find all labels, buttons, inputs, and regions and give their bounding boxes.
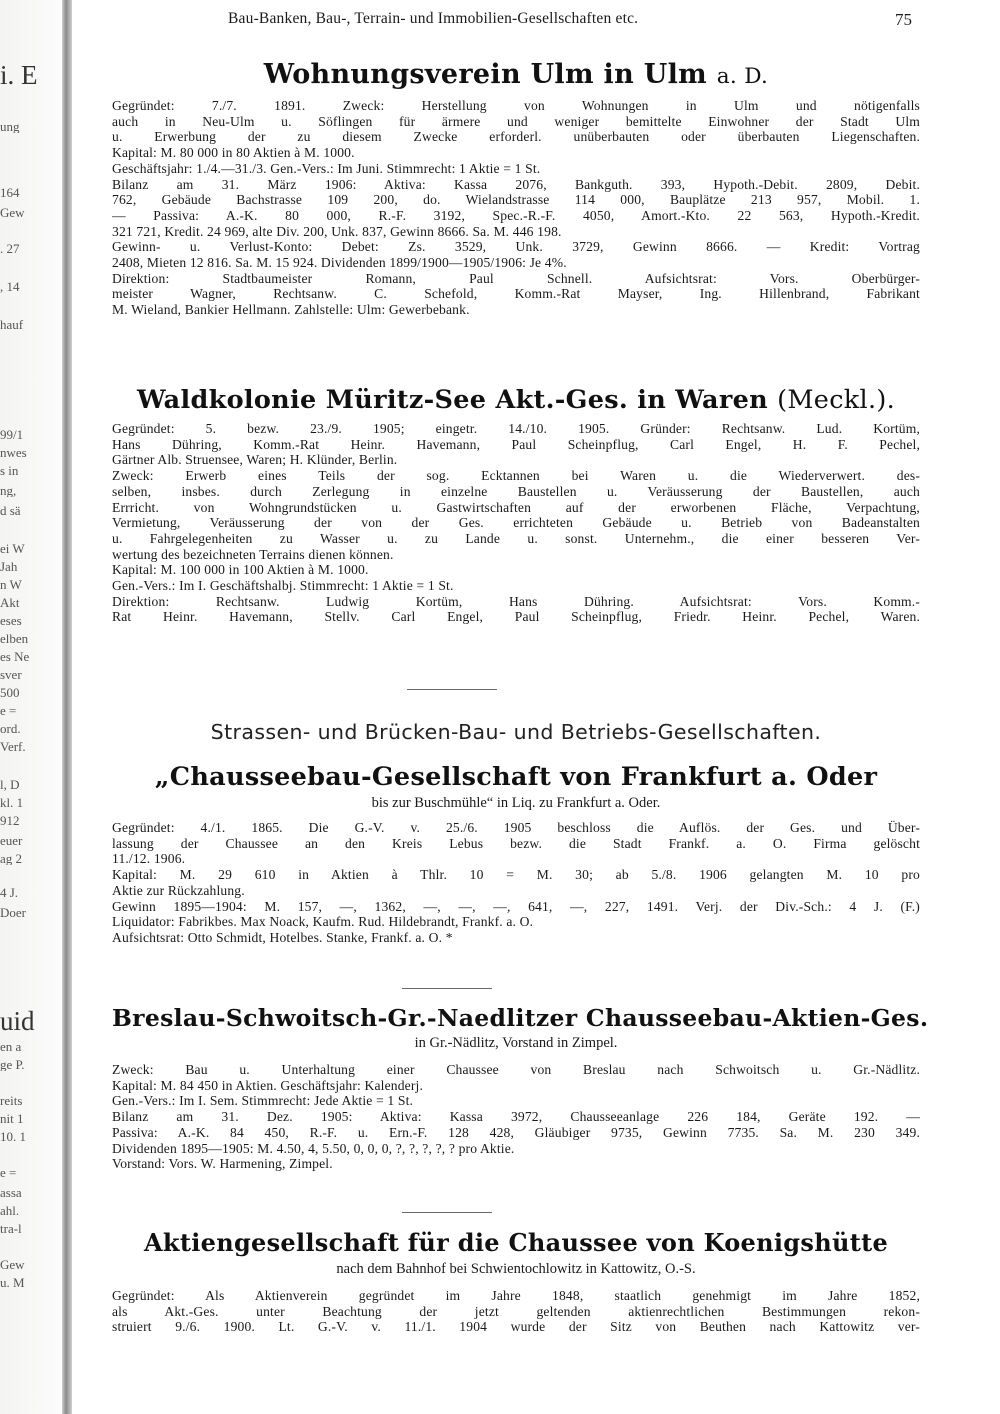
facing-page-fragment: nwes xyxy=(0,446,27,459)
entry-line: Kapital: M. 29 610 in Aktien à Thlr. 10 = M. 30; ab 5./8. 1906 gelangten M. 10 pro xyxy=(112,867,920,883)
entry-line: Gewinn 1895—1904: M. 157, —, 1362, —, —, —, 641, —, 227, 1491. Verj. der Div.-Sch.: 4 J. (F.) xyxy=(112,898,920,914)
entry-line: struiert 9./6. 1900. Lt. G.-V. v. 11./1. 1904 wurde der Sitz von Beuthen nach Kattowitz ver- xyxy=(112,1319,920,1335)
entry-line: Dividenden 1895—1905: M. 4.50, 4, 5.50, 0, 0, 0, ?, ?, ?, ?, ? pro Aktie. xyxy=(112,1140,515,1156)
facing-page-fragment: . 27 xyxy=(0,242,20,255)
facing-page-fragment: d sä xyxy=(0,504,21,517)
facing-page-fragment: , 14 xyxy=(0,280,20,293)
entry-line: Kapital: M. 100 000 in 100 Aktien à M. 1000. xyxy=(112,562,369,578)
page-number: 75 xyxy=(895,10,912,29)
running-head xyxy=(112,10,920,36)
facing-page-fragment: e = xyxy=(0,704,17,717)
entry-line: Gärtner Alb. Struensee, Waren; H. Klünder, Berlin. xyxy=(112,452,398,468)
facing-page-fragment: 500 xyxy=(0,686,20,699)
facing-page-fragment: ge P. xyxy=(0,1058,25,1071)
entry-line: Gegründet: 4./1. 1865. Die G.-V. v. 25./6. 1905 beschloss die Auflös. der Ges. und Über- xyxy=(112,820,920,835)
facing-page-fragment: reits xyxy=(0,1094,23,1107)
binding-gutter xyxy=(62,0,72,1414)
facing-page-fragment: Doer xyxy=(0,906,26,919)
facing-page-fragment: 4 J. xyxy=(0,886,19,899)
entry-line: wertung des bezeichneten Terrains dienen können. xyxy=(112,546,394,562)
facing-page-fragment: s in xyxy=(0,464,19,477)
entry-subtitle: nach dem Bahnhof bei Schwientochlowitz in Kattowitz, O.-S. xyxy=(336,1261,696,1277)
section-heading: Strassen- und Brücken-Bau- und Betriebs-Gesellschaften. xyxy=(210,720,822,744)
entry-line: Gegründet: 7./7. 1891. Zweck: Herstellung von Wohnungen in Ulm und nötigenfalls xyxy=(112,98,920,113)
facing-page-fragment: es Ne xyxy=(0,650,30,663)
entry-line: Vermietung, Veräusserung der von der Ges. errichteten Gebäude u. Betrieb von Badeanstalten xyxy=(112,515,920,531)
facing-page-fragment: eses xyxy=(0,614,22,627)
facing-page-fragment: ahl. xyxy=(0,1204,20,1217)
entry-line: Aufsichtsrat: Otto Schmidt, Hotelbes. Stanke, Frankf. a. O. * xyxy=(112,929,453,945)
entry-title-text: Wohnungsverein Ulm in Ulm xyxy=(263,59,707,90)
entry-line: Direktion: Stadtbaumeister Romann, Paul Schnell. Aufsichtsrat: Vors. Oberbürger- xyxy=(112,270,920,286)
facing-page-fragment: sver xyxy=(0,668,22,681)
facing-page-fragment: nit 1 xyxy=(0,1112,24,1125)
facing-page-fragment: Gew xyxy=(0,1258,25,1271)
entry-title-suffix: (Meckl.). xyxy=(777,385,896,415)
entry-title: Aktiengesellschaft für die Chaussee von Koenigshütte xyxy=(143,1228,889,1257)
entry-title: „Chausseebau-Gesellschaft von Frankfurt a. Oder xyxy=(154,762,878,792)
facing-page-fragment: 10. 1 xyxy=(0,1130,26,1143)
entry-line: als Akt.-Ges. unter Beachtung der jetzt geltenden aktienrechtlichen Bestimmungen rekon- xyxy=(112,1303,920,1319)
entry-line: — Passiva: A.-K. 80 000, R.-F. 3192, Spec.-R.-F. 4050, Amort.-Kto. 22 563, Hypoth.-Kredit. xyxy=(112,207,920,223)
facing-page-fragment: 912 xyxy=(0,814,20,827)
entry-line: Vorstand: Vors. W. Harmening, Zimpel. xyxy=(112,1156,333,1172)
facing-page-fragment: hauf xyxy=(0,318,24,331)
entry-line: u. Erwerbung der zu diesem Zwecke erforderl. unüberbauten oder überbauten Liegenschaften. xyxy=(112,129,920,145)
facing-page-fragment: 164 xyxy=(0,186,20,199)
entry-wohnungsverein-ulm xyxy=(112,58,920,318)
entry-line: Zweck: Erwerb eines Teils der sog. Ecktannen bei Waren u. die Wiederverwert. des- xyxy=(112,468,920,484)
facing-page-fragment: ag 2 xyxy=(0,852,23,865)
facing-page-fragment: ng, xyxy=(0,484,17,497)
entry-line: Gen.-Vers.: Im I. Sem. Stimmrecht: Jede Aktie = 1 St. xyxy=(112,1093,414,1109)
entry-line: Gen.-Vers.: Im I. Geschäftshalbj. Stimmrecht: 1 Aktie = 1 St. xyxy=(112,578,454,594)
entry-title xyxy=(112,58,920,94)
facing-page-fragment: en a xyxy=(0,1040,22,1053)
entry-line: Hans Dühring, Komm.-Rat Heinr. Havemann, Paul Scheinpflug, Carl Engel, H. F. Pechel, xyxy=(112,436,920,452)
entry-waldkolonie-mueritz-see xyxy=(112,383,920,625)
entry-line: M. Wieland, Bankier Hellmann. Zahlstelle: Ulm: Gewerbebank. xyxy=(112,302,470,318)
entry-title-suffix: a. D. xyxy=(716,64,769,89)
facing-page-fragment: ord. xyxy=(0,722,21,735)
facing-page-fragment: 99/1 xyxy=(0,428,24,441)
entry-breslau-chausseebau xyxy=(112,1002,929,1172)
entry-line: Gewinn- u. Verlust-Konto: Debet: Zs. 3529, Unk. 3729, Gewinn 8666. — Kredit: Vortrag xyxy=(112,239,920,255)
facing-page-fragment: elben xyxy=(0,632,29,645)
entry-line: Gegründet: Als Aktienverein gegründet im Jahre 1848, staatlich genehmigt im Jahre 1852, xyxy=(112,1288,920,1303)
entry-line: Direktion: Rechtsanw. Ludwig Kortüm, Hans Dühring. Aufsichtsrat: Vors. Komm.- xyxy=(112,593,920,609)
entry-koenigshuette-chaussee xyxy=(112,1226,920,1335)
facing-page-fragment: assa xyxy=(0,1186,22,1199)
entry-line: Kapital: M. 84 450 in Aktien. Geschäftsjahr: Kalenderj. xyxy=(112,1077,424,1093)
facing-page-fragment: ung xyxy=(0,120,20,133)
entry-line: Rat Heinr. Havemann, Stellv. Carl Engel, Paul Scheinpflug, Friedr. Heinr. Pechel, Waren. xyxy=(112,609,920,625)
entry-line: Zweck: Bau u. Unterhaltung einer Chaussee von Breslau nach Schwoitsch u. Gr.-Nädlitz. xyxy=(112,1062,920,1077)
entry-chausseebau-frankfurt xyxy=(112,760,920,946)
entry-line: Errricht. von Wohngrundstücken u. Gastwirtschaften auf der erworbenen Fläche, Verpachtung, xyxy=(112,499,920,515)
facing-page-fragment: Gew xyxy=(0,206,25,219)
entry-subtitle: in Gr.-Nädlitz, Vorstand in Zimpel. xyxy=(414,1035,618,1051)
facing-page-fragment: tra-l xyxy=(0,1222,22,1235)
facing-page-fragment: euer xyxy=(0,834,23,847)
facing-page-fragment: kl. 1 xyxy=(0,796,24,809)
facing-page-fragment: Verf. xyxy=(0,740,26,753)
entry-line: 11./12. 1906. xyxy=(112,851,186,867)
entry-line: 2408, Mieten 12 816. Sa. M. 15 924. Dividenden 1899/1900—1905/1906: Je 4%. xyxy=(112,255,567,271)
entry-line: 762, Gebäude Bachstrasse 109 200, do. Wielandstrasse 114 000, Bauplätze 213 957, Mobil. 1. xyxy=(112,192,920,208)
entry-line: u. Fahrgelegenheiten zu Wasser u. zu Lande u. sonst. Unternehm., die einer besseren Ver- xyxy=(112,530,920,546)
entry-divider xyxy=(402,988,492,989)
entry-line: Aktie zur Rückzahlung. xyxy=(112,882,245,898)
entry-title: Breslau-Schwoitsch-Gr.-Naedlitzer Chausseebau-Aktien-Ges. xyxy=(112,1004,929,1032)
entry-line: Passiva: A.-K. 84 450, R.-F. u. Ern.-F. 128 428, Gläubiger 9735, Gewinn 7735. Sa. M. 230 349. xyxy=(112,1124,920,1140)
entry-line: meister Wagner, Rechtsanw. C. Schefold, Komm.-Rat Mayser, Ing. Hillenbrand, Fabrikant xyxy=(112,286,920,302)
entry-line: Bilanz am 31. Dez. 1905: Aktiva: Kassa 3972, Chausseeanlage 226 184, Geräte 192. — xyxy=(112,1109,920,1125)
running-head-title: Bau-Banken, Bau-, Terrain- und Immobilien-Gesellschaften etc. xyxy=(228,10,639,27)
entry-line: Kapital: M. 80 000 in 80 Aktien à M. 1000. xyxy=(112,145,355,161)
entry-line: Geschäftsjahr: 1./4.—31./3. Gen.-Vers.: Im Juni. Stimmrecht: 1 Aktie = 1 St. xyxy=(112,160,541,176)
facing-page-fragment: u. M xyxy=(0,1276,25,1289)
entry-line: auch in Neu-Ulm u. Söflingen für ärmere und weniger bemittelte Einwohner der Stadt Ulm xyxy=(112,113,920,129)
facing-page-fragment: ei W xyxy=(0,542,25,555)
section-divider xyxy=(407,689,497,690)
entry-line: lassung der Chaussee an den Kreis Lebus bezw. die Stadt Frankf. a. O. Firma gelöscht xyxy=(112,835,920,851)
facing-page-fragment: n W xyxy=(0,578,22,591)
facing-page-fragment: e = xyxy=(0,1166,17,1179)
entry-line: selben, insbes. durch Zerlegung in einzelne Baustellen u. Veräusserung der Baustellen, auch xyxy=(112,483,920,499)
entry-title-text: Waldkolonie Müritz-See Akt.-Ges. in Waren xyxy=(136,385,768,415)
entry-divider xyxy=(402,1212,492,1213)
facing-page-fragment: l, D xyxy=(0,778,20,791)
facing-page-fragment: Jah xyxy=(0,560,18,573)
facing-page-fragment: Akt xyxy=(0,596,20,609)
entry-line: Liquidator: Fabrikbes. Max Noack, Kaufm. Rud. Hildebrandt, Frankf. a. O. xyxy=(112,914,534,930)
entry-line: 321 721, Kredit. 24 969, alte Div. 200, Unk. 837, Gewinn 8666. Sa. M. 446 198. xyxy=(112,223,562,239)
entry-line: Bilanz am 31. März 1906: Aktiva: Kassa 2076, Bankguth. 393, Hypoth.-Debit. 2809, Debit. xyxy=(112,176,920,192)
facing-page-fragment: uid xyxy=(0,1008,35,1035)
entry-subtitle: bis zur Buschmühle“ in Liq. zu Frankfurt a. Oder. xyxy=(371,795,661,811)
facing-page-edge xyxy=(0,0,70,1414)
entry-line: Gegründet: 5. bezw. 23./9. 1905; eingetr. 14./10. 1905. Gründer: Rechtsanw. Lud. Kortüm, xyxy=(112,421,920,436)
entry-title xyxy=(112,383,920,417)
facing-page-fragment: i. E xyxy=(0,62,38,89)
